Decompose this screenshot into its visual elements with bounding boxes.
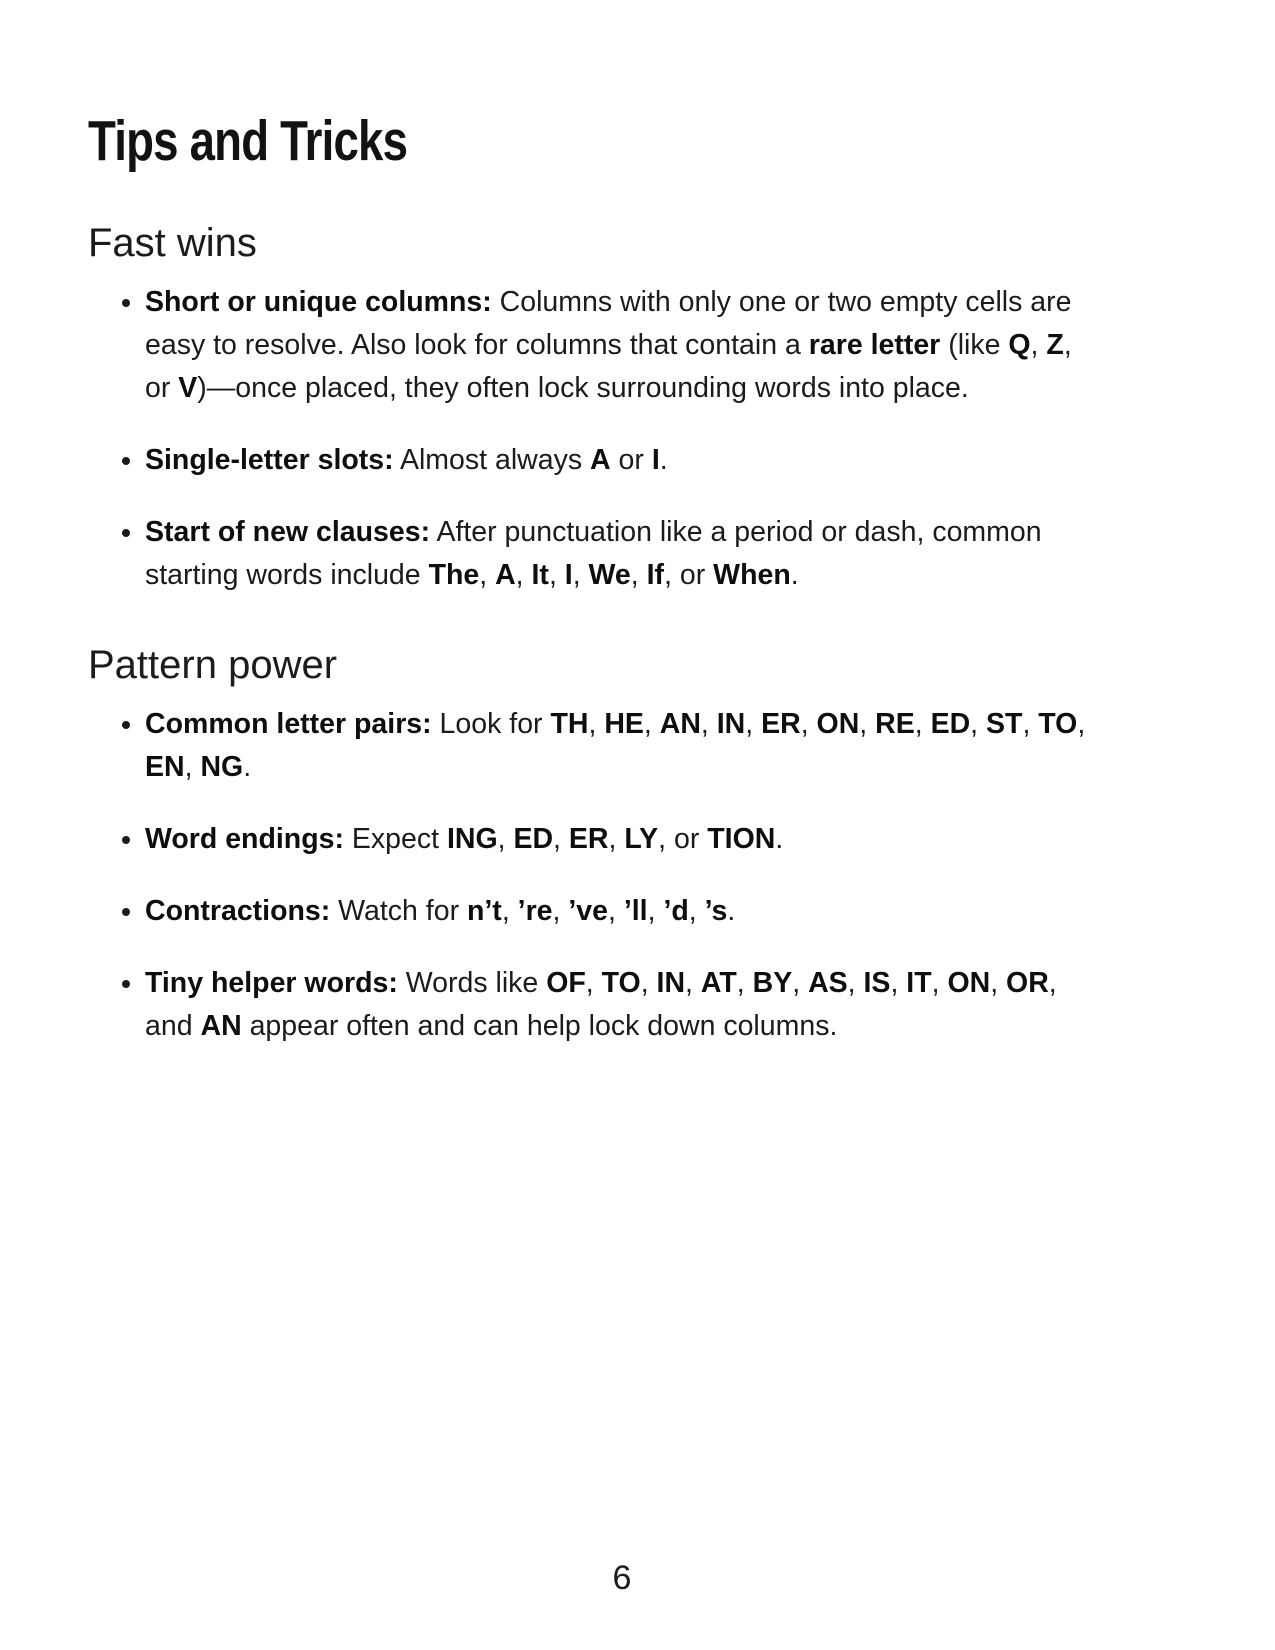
list-item	[145, 703, 1088, 789]
list-item	[145, 439, 1088, 482]
section-fast-wins	[88, 219, 1088, 597]
bullet-text: Tiny helper words: Words like OF, TO, IN, AT, BY, AS, IS, IT, ON, OR, and AN appear often and can help lock down columns.	[145, 966, 1057, 1042]
list-item	[145, 962, 1088, 1048]
section-heading-fast-wins: Fast wins	[88, 220, 257, 265]
page-number: 6	[612, 1559, 632, 1597]
bullet-text: Start of new clauses: After punctuation like a period or dash, common starting words include The, A, It, I, We, If, or When.	[145, 515, 1042, 591]
pattern-power-bullet-list	[88, 703, 1088, 1048]
bullet-text: Word endings: Expect ING, ED, ER, LY, or TION.	[145, 822, 784, 855]
page-content	[88, 110, 1088, 1048]
bullet-text: Contractions: Watch for n’t, ’re, ’ve, ’ll, ’d, ’s.	[145, 894, 736, 927]
page-title-text: Tips and Tricks	[88, 109, 408, 173]
list-item	[145, 818, 1088, 861]
section-pattern-power	[88, 641, 1088, 1048]
fast-wins-bullet-list	[88, 281, 1088, 597]
bullet-text: Single-letter slots: Almost always A or I.	[145, 443, 668, 476]
page-title	[88, 110, 1088, 173]
section-heading-pattern-power: Pattern power	[88, 642, 338, 687]
list-item	[145, 890, 1088, 933]
list-item	[145, 281, 1088, 410]
bullet-text: Common letter pairs: Look for TH, HE, AN, IN, ER, ON, RE, ED, ST, TO, EN, NG.	[145, 707, 1086, 783]
bullet-text: Short or unique columns: Columns with only one or two empty cells are easy to resolve. Also look for columns that contain a rare letter (like Q, Z, or V)—once placed, they often lock surrounding words into place.	[145, 285, 1072, 404]
list-item	[145, 511, 1088, 597]
